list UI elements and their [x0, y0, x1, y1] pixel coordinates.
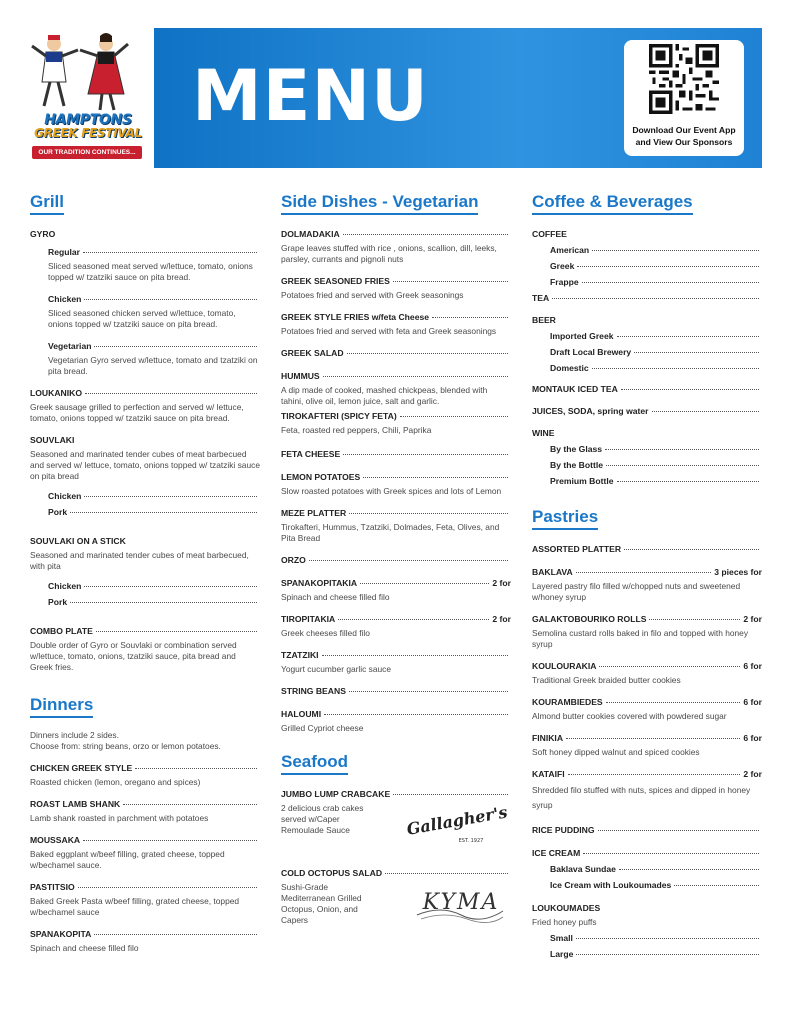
- item-name: Ice Cream with Loukoumades: [550, 880, 672, 890]
- leader-dots: [343, 234, 508, 235]
- item-name: COMBO PLATE: [30, 626, 93, 636]
- item-name: ORZO: [281, 555, 306, 565]
- leader-dots: [84, 299, 257, 300]
- item-description: Double order of Gyro or Souvlaki or combination served w/lettuce, tomato, onions, tzatziki sauce, pita bread and Greek fries.: [30, 640, 237, 672]
- logo-tagline: OUR TRADITION CONTINUES...: [32, 146, 142, 159]
- qr-caption-line-1: Download Our Event App: [632, 125, 736, 135]
- item-description: 2 delicious crab cakes served w/Caper Remoulade Sauce: [281, 803, 364, 835]
- item-description: Sliced seasoned chicken served w/lettuce, tomato, onions topped w/ tzatziki sauce on pita bread.: [48, 308, 236, 329]
- section-title-grill: Grill: [30, 192, 64, 215]
- item-price: 6 for: [743, 697, 762, 707]
- menu-item-tiropitakia: [281, 614, 511, 639]
- item-name: HUMMUS: [281, 371, 320, 381]
- item-name: Baklava Sundae: [550, 864, 616, 874]
- item-name: GREEK SEASONED FRIES: [281, 276, 390, 286]
- item-name: WINE: [532, 428, 555, 438]
- item-name: RICE PUDDING: [532, 825, 595, 835]
- leader-dots: [606, 702, 741, 703]
- item-name: Chicken: [48, 581, 82, 591]
- leader-dots: [617, 481, 759, 482]
- item-name: Regular: [48, 247, 80, 257]
- menu-item-coffee: [532, 229, 762, 288]
- item-description: Sushi-Grade Mediterranean Grilled Octopus, Onion, and Capers: [281, 882, 362, 925]
- item-name: Small: [550, 933, 573, 943]
- item-name: Premium Bottle: [550, 476, 614, 486]
- section-title-beverages: Coffee & Beverages: [532, 192, 693, 215]
- leader-dots: [619, 869, 759, 870]
- section-title-sides: Side Dishes - Vegetarian: [281, 192, 478, 215]
- item-name: SPANAKOPITAKIA: [281, 578, 358, 588]
- dancers-icon: [24, 30, 144, 120]
- item-name: COLD OCTOPUS SALAD: [281, 868, 383, 878]
- item-name: JUICES, SODA, spring water: [532, 406, 649, 416]
- menu-item-feta-cheese: [281, 449, 511, 460]
- leader-dots: [83, 840, 257, 841]
- item-name: Frappe: [550, 277, 579, 287]
- menu-item-moussaka: [30, 835, 260, 871]
- leader-dots: [674, 885, 759, 886]
- item-name: LOUKOUMADES: [532, 903, 601, 913]
- leader-dots: [135, 768, 257, 769]
- leader-dots: [576, 954, 759, 955]
- qr-caption-line-2: and View Our Sponsors: [635, 137, 733, 147]
- item-name: GREEK SALAD: [281, 348, 344, 358]
- menu-item-kataifi: [532, 769, 762, 813]
- item-description: Almond butter cookies covered with powdered sugar: [532, 711, 727, 721]
- item-name: LOUKANIKO: [30, 388, 83, 398]
- item-description: Spinach and cheese filled filo: [30, 943, 139, 953]
- menu-item-kourambiedes: [532, 697, 762, 722]
- item-name: ICE CREAM: [532, 848, 581, 858]
- item-name: American: [550, 245, 590, 255]
- item-name: BEER: [532, 315, 556, 325]
- item-description: Baked eggplant w/beef filling, grated cheese, topped w/bechamel sauce.: [30, 849, 225, 870]
- leader-dots: [324, 714, 508, 715]
- menu-item-montauk-tea: [532, 384, 762, 395]
- item-price: 2 for: [492, 614, 511, 624]
- item-name: ROAST LAMB SHANK: [30, 799, 121, 809]
- menu-item-tirokafteri: [281, 411, 511, 436]
- item-name: SPANAKOPITA: [30, 929, 92, 939]
- item-name: ASSORTED PLATTER: [532, 544, 622, 554]
- leader-dots: [323, 376, 508, 377]
- menu-item-haloumi: [281, 709, 511, 734]
- leader-dots: [393, 794, 508, 795]
- menu-item-souvlaki-stick: [30, 536, 260, 608]
- column-grill-dinners: [30, 192, 260, 968]
- item-name: HALOUMI: [281, 709, 322, 719]
- item-name: JUMBO LUMP CRABCAKE: [281, 789, 391, 799]
- item-description: Sliced seasoned meat served w/lettuce, tomato, onions topped w/ tzatziki sauce on pita bread.: [48, 261, 253, 282]
- item-name: MEZE PLATTER: [281, 508, 347, 518]
- leader-dots: [599, 666, 740, 667]
- item-price: 2 for: [743, 769, 762, 779]
- dinners-note-line-1: Dinners include 2 sides.: [30, 730, 119, 740]
- page-title: MENU: [192, 55, 429, 137]
- leader-dots: [577, 266, 759, 267]
- menu-item-greek-fries: [281, 276, 511, 301]
- leader-dots: [385, 873, 508, 874]
- menu-item-tea: [532, 293, 762, 304]
- logo-line-2: GREEK FESTIVAL: [34, 126, 142, 140]
- qr-code-icon: [649, 44, 719, 114]
- item-name: Chicken: [48, 294, 82, 304]
- menu-item-wine: [532, 428, 762, 487]
- festival-logo: [24, 30, 144, 168]
- item-name: LEMON POTATOES: [281, 472, 361, 482]
- menu-item-baklava: [532, 567, 762, 603]
- leader-dots: [393, 281, 508, 282]
- leader-dots: [582, 282, 759, 283]
- item-description: Feta, roasted red peppers, Chili, Paprika: [281, 425, 432, 435]
- column-sides-seafood: [281, 192, 511, 940]
- leader-dots: [349, 691, 508, 692]
- item-name: SOUVLAKI: [30, 435, 75, 445]
- menu-item-lemon-potatoes: [281, 472, 511, 497]
- item-name: MONTAUK ICED TEA: [532, 384, 618, 394]
- menu-item-greek-salad: [281, 348, 511, 359]
- item-name: BAKLAVA: [532, 567, 573, 577]
- item-description: Vegetarian Gyro served w/lettuce, tomato and tzatziki on pita bread.: [48, 355, 258, 376]
- kyma-logo-text: KYMA: [422, 890, 500, 915]
- leader-dots: [360, 583, 489, 584]
- dinners-note: [30, 730, 260, 752]
- item-name: Imported Greek: [550, 331, 614, 341]
- item-name: TZATZIKI: [281, 650, 319, 660]
- menu-item-combo-plate: [30, 626, 260, 673]
- item-price: 6 for: [743, 733, 762, 743]
- item-name: TEA: [532, 293, 550, 303]
- item-name: Vegetarian: [48, 341, 92, 351]
- menu-banner: [154, 28, 762, 168]
- item-price: 3 pieces for: [714, 567, 762, 577]
- menu-item-rice-pudding: [532, 825, 762, 836]
- leader-dots: [617, 336, 759, 337]
- item-name: FINIKIA: [532, 733, 564, 743]
- menu-item-dolmadakia: [281, 229, 511, 265]
- item-name: GREEK STYLE FRIES w/feta Cheese: [281, 312, 430, 322]
- logo-title: [30, 114, 146, 140]
- column-beverages-pastries: [532, 192, 762, 974]
- menu-item-souvlaki: [30, 435, 260, 518]
- item-name: PASTITSIO: [30, 882, 75, 892]
- item-name: Draft Local Brewery: [550, 347, 632, 357]
- section-title-dinners: Dinners: [30, 695, 93, 718]
- item-description: Seasoned and marinated tender cubes of meat barbecued, with pita: [30, 550, 249, 571]
- leader-dots: [78, 887, 257, 888]
- menu-item-octopus-salad: [281, 868, 511, 926]
- leader-dots: [123, 804, 257, 805]
- section-title-pastries: Pastries: [532, 507, 598, 530]
- item-name: Pork: [48, 597, 68, 607]
- leader-dots: [309, 560, 508, 561]
- menu-item-chicken-greek: [30, 763, 260, 788]
- leader-dots: [576, 938, 759, 939]
- item-name: Domestic: [550, 363, 589, 373]
- item-description: Greek sausage grilled to perfection and served w/ lettuce, tomato, onions topped w/ tzatziki sauce on pita bread.: [30, 402, 244, 423]
- item-description: Baked Greek Pasta w/beef filling, grated cheese, topped w/bechamel sauce: [30, 896, 240, 917]
- item-name: COFFEE: [532, 229, 567, 239]
- item-description: Semolina custard rolls baked in filo and topped with honey syrup: [532, 628, 749, 649]
- item-name: Greek: [550, 261, 575, 271]
- item-name: By the Bottle: [550, 460, 603, 470]
- leader-dots: [84, 586, 257, 587]
- item-name: DOLMADAKIA: [281, 229, 340, 239]
- menu-item-ice-cream: [532, 848, 762, 891]
- menu-item-juices: [532, 406, 762, 417]
- gallaghers-logo-est: EST. 1927: [458, 838, 484, 844]
- leader-dots: [343, 454, 508, 455]
- item-description: Layered pastry filo filled w/chopped nuts and sweetened w/honey syrup: [532, 581, 741, 602]
- leader-dots: [583, 853, 759, 854]
- menu-item-beer: [532, 315, 762, 374]
- gallaghers-logo: [405, 800, 509, 846]
- menu-item-spanakopita: [30, 929, 260, 954]
- leader-dots: [606, 465, 759, 466]
- leader-dots: [322, 655, 508, 656]
- item-description: Tirokafteri, Hummus, Tzatziki, Dolmades, Feta, Olives, and Pita Bread: [281, 522, 500, 543]
- menu-item-crabcake: [281, 789, 511, 846]
- logo-line-1: HAMPTONS: [44, 112, 132, 128]
- leader-dots: [400, 416, 508, 417]
- leader-dots: [605, 449, 759, 450]
- qr-code-box[interactable]: [624, 40, 744, 156]
- dinners-note-line-2: Choose from: string beans, orzo or lemon potatoes.: [30, 741, 221, 751]
- leader-dots: [552, 298, 759, 299]
- leader-dots: [70, 602, 257, 603]
- kyma-logo: [411, 879, 507, 923]
- item-name: KOULOURAKIA: [532, 661, 597, 671]
- menu-item-loukaniko: [30, 388, 260, 424]
- item-description: Lamb shank roasted in parchment with potatoes: [30, 813, 209, 823]
- leader-dots: [621, 389, 759, 390]
- item-name: GYRO: [30, 229, 56, 239]
- gallaghers-logo-text: Gallagher's: [405, 802, 509, 839]
- leader-dots: [85, 393, 257, 394]
- menu-item-assorted-platter: [532, 544, 762, 555]
- menu-item-galaktobouriko: [532, 614, 762, 650]
- menu-item-finikia: [532, 733, 762, 758]
- menu-item-hummus: [281, 371, 511, 407]
- item-description: Seasoned and marinated tender cubes of meat barbecued and served w/ lettuce, tomato, onions topped w/ tzatziki sauce on pita bread: [30, 449, 260, 481]
- menu-item-gyro: [30, 229, 260, 377]
- item-description: Yogurt cucumber garlic sauce: [281, 664, 392, 674]
- item-name: KOURAMBIEDES: [532, 697, 603, 707]
- item-description: Shredded filo stuffed with nuts, spices and dipped in honey syrup: [532, 785, 751, 810]
- item-description: Grape leaves stuffed with rice , onions, scallion, dill, leeks, parsley, currants and pignoli nuts: [281, 243, 497, 264]
- item-name: TIROKAFTERI (SPICY FETA): [281, 411, 397, 421]
- menu-item-feta-fries: [281, 312, 511, 337]
- item-name: MOUSSAKA: [30, 835, 81, 845]
- leader-dots: [349, 513, 508, 514]
- leader-dots: [363, 477, 508, 478]
- leader-dots: [576, 572, 711, 573]
- menu-item-meze-platter: [281, 508, 511, 544]
- leader-dots: [592, 250, 759, 251]
- item-price: 2 for: [492, 578, 511, 588]
- item-price: 6 for: [743, 661, 762, 671]
- menu-item-tzatziki: [281, 650, 511, 675]
- leader-dots: [598, 830, 759, 831]
- leader-dots: [566, 738, 740, 739]
- leader-dots: [94, 346, 257, 347]
- item-name: By the Glass: [550, 444, 603, 454]
- menu-item-loukoumades: [532, 903, 762, 960]
- leader-dots: [568, 774, 741, 775]
- item-description: Slow roasted potatoes with Greek spices and lots of Lemon: [281, 486, 502, 496]
- leader-dots: [338, 619, 489, 620]
- item-name: TIROPITAKIA: [281, 614, 336, 624]
- item-name: SOUVLAKI ON A STICK: [30, 536, 126, 546]
- qr-caption: [624, 124, 744, 148]
- leader-dots: [634, 352, 759, 353]
- item-description: Traditional Greek braided butter cookies: [532, 675, 681, 685]
- leader-dots: [83, 252, 257, 253]
- leader-dots: [94, 934, 257, 935]
- item-name: GALAKTOBOURIKO ROLLS: [532, 614, 647, 624]
- item-name: KATAIFI: [532, 769, 565, 779]
- leader-dots: [84, 496, 257, 497]
- menu-item-spanakopitakia: [281, 578, 511, 603]
- leader-dots: [347, 353, 508, 354]
- menu-item-koulourakia: [532, 661, 762, 686]
- leader-dots: [624, 549, 759, 550]
- item-description: Fried honey puffs: [532, 917, 597, 927]
- leader-dots: [96, 631, 257, 632]
- item-description: Grilled Cypriot cheese: [281, 723, 364, 733]
- leader-dots: [432, 317, 508, 318]
- item-description: Greek cheeses filled filo: [281, 628, 370, 638]
- item-name: FETA CHEESE: [281, 449, 341, 459]
- leader-dots: [649, 619, 740, 620]
- menu-item-orzo: [281, 555, 511, 566]
- menu-item-string-beans: [281, 686, 511, 697]
- item-name: STRING BEANS: [281, 686, 346, 696]
- item-description: Roasted chicken (lemon, oregano and spices): [30, 777, 201, 787]
- leader-dots: [652, 411, 759, 412]
- item-description: Spinach and cheese filled filo: [281, 592, 390, 602]
- item-description: Potatoes fried and served with feta and Greek seasonings: [281, 326, 497, 336]
- item-name: Chicken: [48, 491, 82, 501]
- item-name: Large: [550, 949, 574, 959]
- item-name: Pork: [48, 507, 68, 517]
- item-description: A dip made of cooked, mashed chickpeas, blended with tahini, olive oil, lemon juice, salt and garlic.: [281, 385, 488, 406]
- menu-item-lamb-shank: [30, 799, 260, 824]
- menu-item-pastitsio: [30, 882, 260, 918]
- item-description: Soft honey dipped walnut and spiced cookies: [532, 747, 700, 757]
- item-name: CHICKEN GREEK STYLE: [30, 763, 133, 773]
- section-title-seafood: Seafood: [281, 752, 348, 775]
- leader-dots: [592, 368, 759, 369]
- leader-dots: [70, 512, 257, 513]
- item-price: 2 for: [743, 614, 762, 624]
- item-description: Potatoes fried and served with Greek seasonings: [281, 290, 464, 300]
